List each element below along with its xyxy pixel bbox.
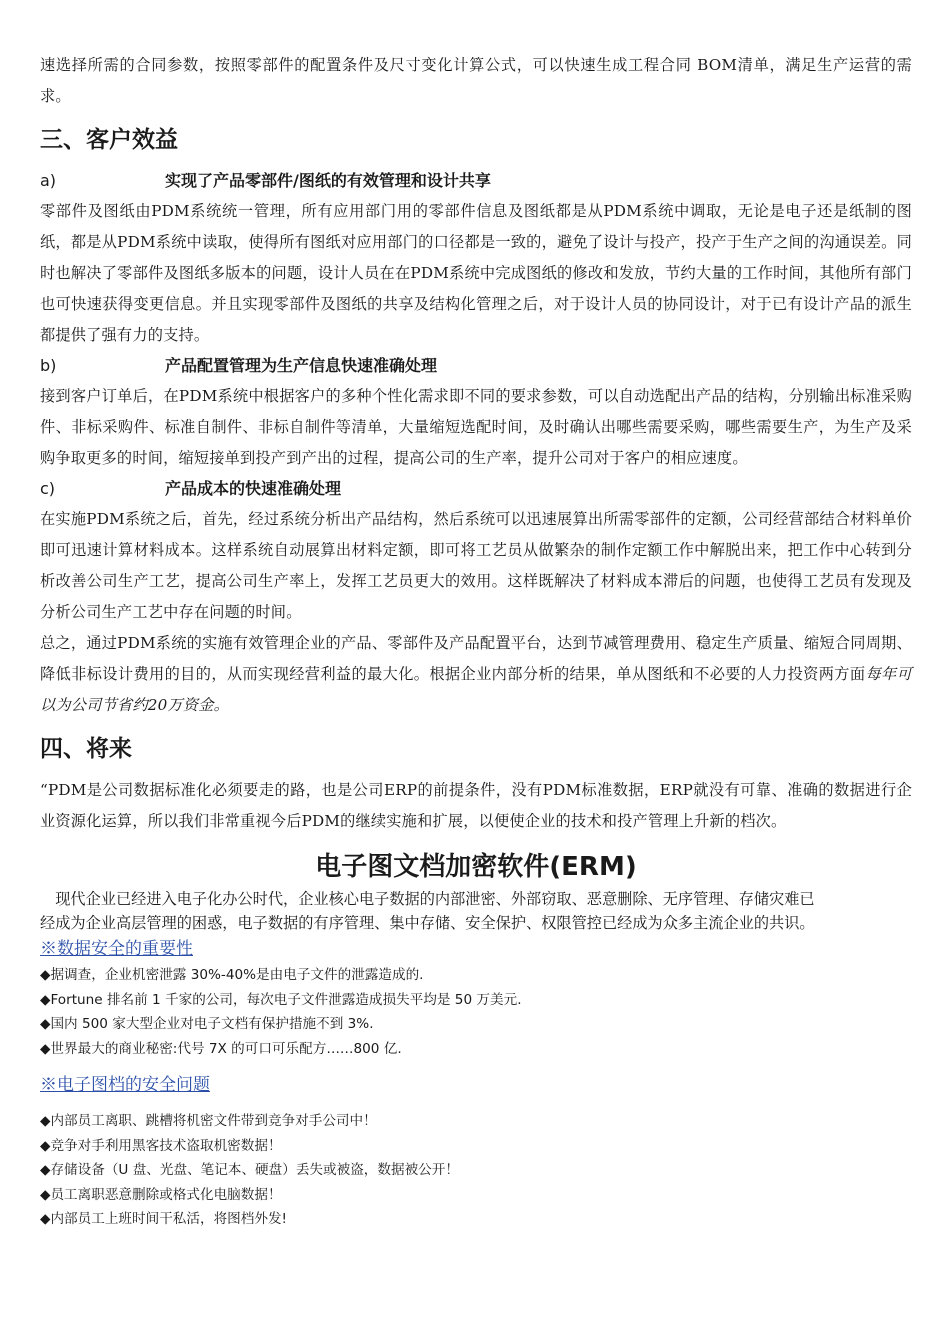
subheading-label: c): [40, 479, 56, 498]
intro-paragraph-tail: 速选择所需的合同参数，按照零部件的配置条件及尺寸变化计算公式，可以快速生成工程合同 BOM清单，满足生产运营的需求。: [40, 56, 912, 105]
paragraph-a: 零部件及图纸由PDM系统统一管理，所有应用部门用的零部件信息及图纸都是从PDM系统中调取，无论是电子还是纸制的图纸，都是从PDM系统中读取，使得所有图纸对应用部门的口径都是一致的，避免了设计与投产，投产于生产之间的沟通误差。同时也解决了零部件及图纸多版本的问题，设计人员在在PDM系统中完成图纸的修改和发放，节约大量的工作时间，其他所有部门也可快速获得变更信息。并且实现零部件及图纸的共享及结构化管理之后，对于设计人员的协同设计，对于已有设计产品的派生都提供了强有力的支持。: [40, 202, 912, 344]
subheading-label: b): [40, 356, 57, 375]
summary-paragraph: [40, 628, 912, 721]
list-item: ◆国内 500 家大型企业对电子文档有保护措施不到 3%.: [40, 1016, 374, 1032]
subheading-b: [40, 351, 912, 381]
subheading-title: 实现了产品零部件/图纸的有效管理和设计共享: [165, 171, 491, 190]
list-item: ◆员工离职恶意删除或格式化电脑数据！: [40, 1186, 282, 1203]
paragraph-c: 在实施PDM系统之后，首先，经过系统分析出产品结构，然后系统可以迅速展算出所需零部件的定额，公司经营部结合材料单价即可迅速计算材料成本。这样系统自动展算出材料定额，即可将工艺员从做繁杂的制作定额工作中解脱出来，把工作中心转到分析改善公司生产工艺，提高公司生产率上，发挥工艺员更大的效用。这样既解决了材料成本滞后的问题，也使得工艺员有发现及分析公司生产工艺中存在问题的时间。: [40, 510, 912, 621]
document-page: [40, 50, 912, 1232]
subheading-title: 产品成本的快速准确处理: [165, 479, 342, 498]
subheading-label: a): [40, 171, 57, 190]
summary-italic-text: 每年可以为公司节省约20万资金。: [40, 665, 912, 714]
list-item: ◆竞争对手利用黑客技术盗取机密数据！: [40, 1137, 282, 1154]
subheading-a: [40, 166, 912, 196]
subheading-title: 产品配置管理为生产信息快速准确处理: [165, 356, 438, 375]
future-paragraph: “PDM是公司数据标准化必须要走的路，也是公司ERP的前提条件，没有PDM标准数据，ERP就没有可靠、准确的数据进行企业资源化运算，所以我们非常重视今后PDM的继续实施和扩展，以便使企业的技术和投产管理上升新的档次。: [40, 781, 912, 830]
list-item: ◆据调查，企业机密泄露 30%-40%是由电子文件的泄露造成的.: [40, 967, 424, 983]
paragraph-b: 接到客户订单后，在PDM系统中根据客户的多种个性化需求即不同的要求参数，可以自动选配出产品的结构，分别输出标准采购件、非标采购件、标准自制件、非标自制件等清单，大量缩短选配时间，及时确认出哪些需要采购，哪些需要生产，为生产及采购争取更多的时间，缩短接单到投产到产出的过程，提高公司的生产率，提升公司对于客户的相应速度。: [40, 387, 912, 467]
subheading-c: [40, 474, 912, 504]
erm-title: 电子图文档加密软件(ERM): [315, 852, 637, 882]
list-item: ◆世界最大的商业秘密:代号 7X 的可口可乐配方……800 亿.: [40, 1040, 402, 1057]
section-heading-customer-benefits: 三、客户效益: [40, 127, 178, 153]
list-item: ◆内部员工上班时间干私活，将图档外发!: [40, 1211, 287, 1227]
list-item: ◆存储设备（U 盘、光盘、笔记本、硬盘）丢失或被盗，数据被公开！: [40, 1162, 459, 1178]
list-item: ◆Fortune 排名前 1 千家的公司，每次电子文件泄露造成损失平均是 50 万美元.: [40, 991, 522, 1008]
problems-list: [40, 1109, 912, 1232]
problems-heading-link[interactable]: ※电子图档的安全问题: [40, 1075, 210, 1095]
summary-text: 总之，通过PDM系统的实施有效管理企业的产品、零部件及产品配置平台，达到节减管理费用、稳定生产质量、缩短合同周期、降低非标设计费用的目的，从而实现经营利益的最大化。根据企业内部分析的结果，单从图纸和不必要的人力投资两方面: [40, 634, 912, 683]
importance-heading-link[interactable]: ※数据安全的重要性: [40, 939, 193, 959]
section-heading-future: 四、将来: [40, 736, 132, 762]
list-item: ◆内部员工离职、跳槽将机密文件带到竞争对手公司中！: [40, 1113, 377, 1129]
importance-list: [40, 963, 912, 1061]
erm-intro-paragraph: 现代企业已经进入电子化办公时代，企业核心电子数据的内部泄密、外部窃取、恶意删除、无序管理、存储灾难已经成为企业高层管理的困惑，电子数据的有序管理、集中存储、安全保护、权限管控已经成为众多主流企业的共识。: [40, 890, 815, 932]
